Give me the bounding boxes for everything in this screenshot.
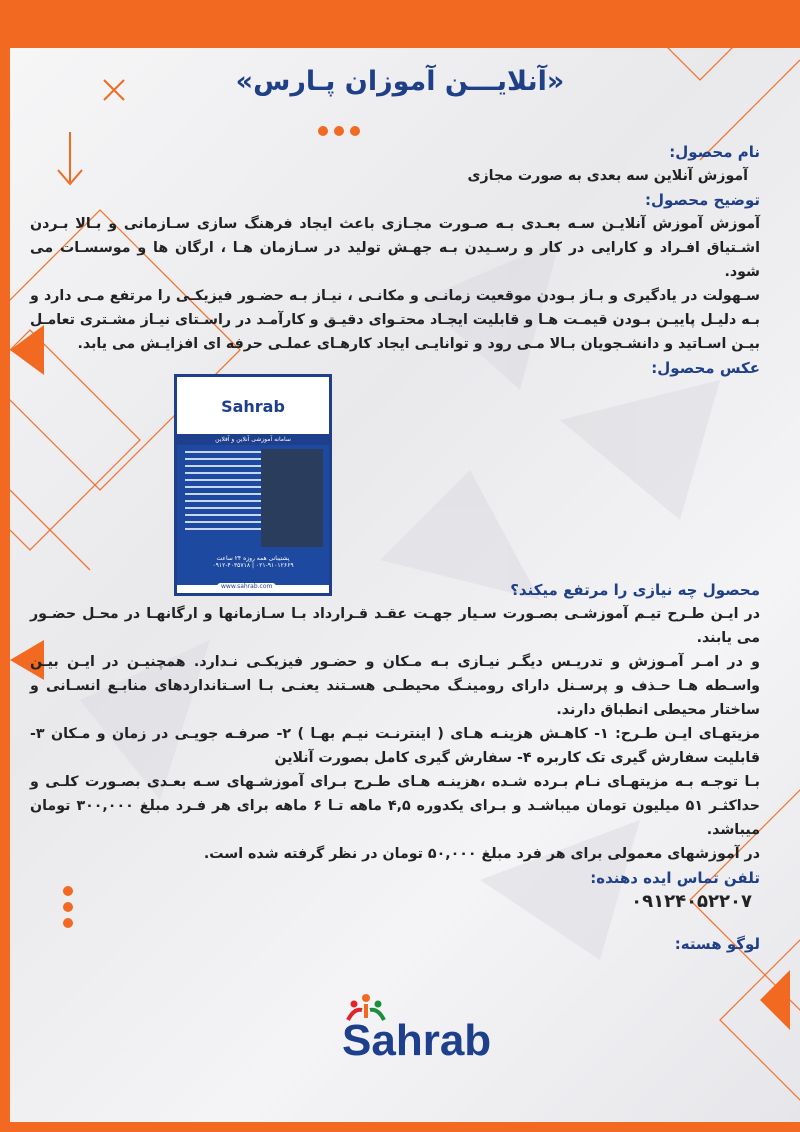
product-name-label: نام محصول:	[669, 143, 760, 161]
poster-feature-list	[185, 451, 263, 535]
need-paragraph-4: بـا توجـه بـه مزیتهـای نـام بـرده شـده ،هزینـه هـای طـرح بـرای آموزشـهای سـه بعـدی بصـورت کلـی و حداکثـر ۵۱ میلیون تومان میباشـد و بـرای یکدوره ۴,۵ ماهه تـا ۶ ماهه برای هر فـرد مبلغ ۳۰۰,۰۰۰ تومان میباشد.	[30, 774, 760, 838]
phone-number: ۰۹۱۲۴۰۵۲۲۰۷	[631, 891, 752, 912]
logo-label: لوگو هسته:	[674, 935, 760, 953]
need-paragraph-2: و در امـر آمـوزش و تدریـس دیگـر نیـازی بـه مـکان و حضـور فیزیکـی نـدارد. همچنیـن در ایـن بیـن واسـطه هـا حـذف و پرسـنل دارای رومینـگ محیطـی هسـتند یعنـی بـا اسـتانداردهای منابـع انسـانی و ساختار محیطی انطباق دارند.	[30, 654, 760, 718]
left-accent-border	[0, 0, 10, 1132]
page-title: «آنلایـــن آموزان پـارس»	[235, 66, 565, 97]
need-label: محصول چه نیازی را مرتفع میکند؟	[510, 581, 760, 599]
product-desc-label: توضیح محصول:	[645, 191, 760, 209]
product-name-value: آموزش آنلاین سه بعدی به صورت مجازی	[467, 168, 748, 184]
poster-band-title: سامانه آموزشی آنلاین و آفلاین	[177, 434, 329, 445]
poster-logo: Sahrab	[221, 397, 285, 416]
product-image-label: عکس محصول:	[651, 359, 760, 377]
logo-text: Sahrab	[342, 1016, 492, 1065]
poster-support-box	[177, 553, 329, 585]
logo-spacer	[30, 914, 760, 932]
poster-website: www.sahrab.com	[217, 583, 276, 590]
need-paragraph-3: مزیتهـای ایـن طـرح: ۱- کاهـش هزینـه هـای ( اینترنـت نیـم بهـا ) ۲- صرفـه جویـی در زمان و مـکان ۳- قابلیت سفارش گیری تک کاربره ۴- سفارش گیری کامل بصورت آنلاین	[30, 726, 760, 766]
top-accent-bar	[0, 0, 800, 48]
bottom-accent-bar	[0, 1122, 800, 1132]
document-body	[30, 140, 760, 956]
product-desc-paragraph-1: آموزش آموزش آنلایـن سـه بعـدی بـه صـورت مجـازی باعث ایجاد فرهنگ سازی سـازمانی و بـالا بـردن اشـتیاق افـراد و کارایی در کار و رسـیدن بـه جهـش تولید در سـازمان هـا ، ارگان ها و موسسـات می شود.	[30, 216, 760, 280]
need-paragraph-1: در ایـن طـرح تیـم آموزشـی بصـورت سـیار جهـت عقـد قـرارداد بـا سـازمانها و ارگانهـا در محـل حضـور می یابند.	[30, 606, 760, 646]
side-dots-decoration	[63, 886, 73, 934]
poster-person-photo	[261, 449, 323, 547]
product-poster-image	[174, 374, 332, 596]
need-paragraph-5: در آموزشهای معمولی برای هر فرد مبلغ ۵۰,۰۰۰ تومان در نظر گرفته شده است.	[203, 846, 760, 862]
footer-logo	[330, 992, 500, 1070]
phone-label: تلفن تماس ایده دهنده:	[590, 869, 760, 887]
poster-phones: ۰۲۱-۹۱۰۱۲۶۶۹ | ۰۹۱۲-۴۰۳۵۷۱۸	[212, 562, 294, 569]
poster-support-text: پشتیبانی همه روزه ۲۴ ساعت	[216, 555, 290, 562]
poster-spacer	[30, 380, 760, 578]
product-desc-paragraph-2: سـهولت در یادگیری و بـاز بـودن موقعیت زمانـی و مکانـی ، نیـاز بـه حضـور فیزیکـی را مرتفع مـی دارد و بـه دلیـل پاییـن بـودن قیمـت هـا و قابلیت ایجـاد محتـوای دقیـق و کارآمـد در راسـتای نیـاز مشـتری تعامـل بیـن اسـاتید و دانشـجویان بـالا مـی رود و توانایـی ایجاد کارهـای عملـی حرفه ای افزایـش می یابد.	[30, 288, 760, 352]
title-dots-decoration	[318, 121, 366, 140]
